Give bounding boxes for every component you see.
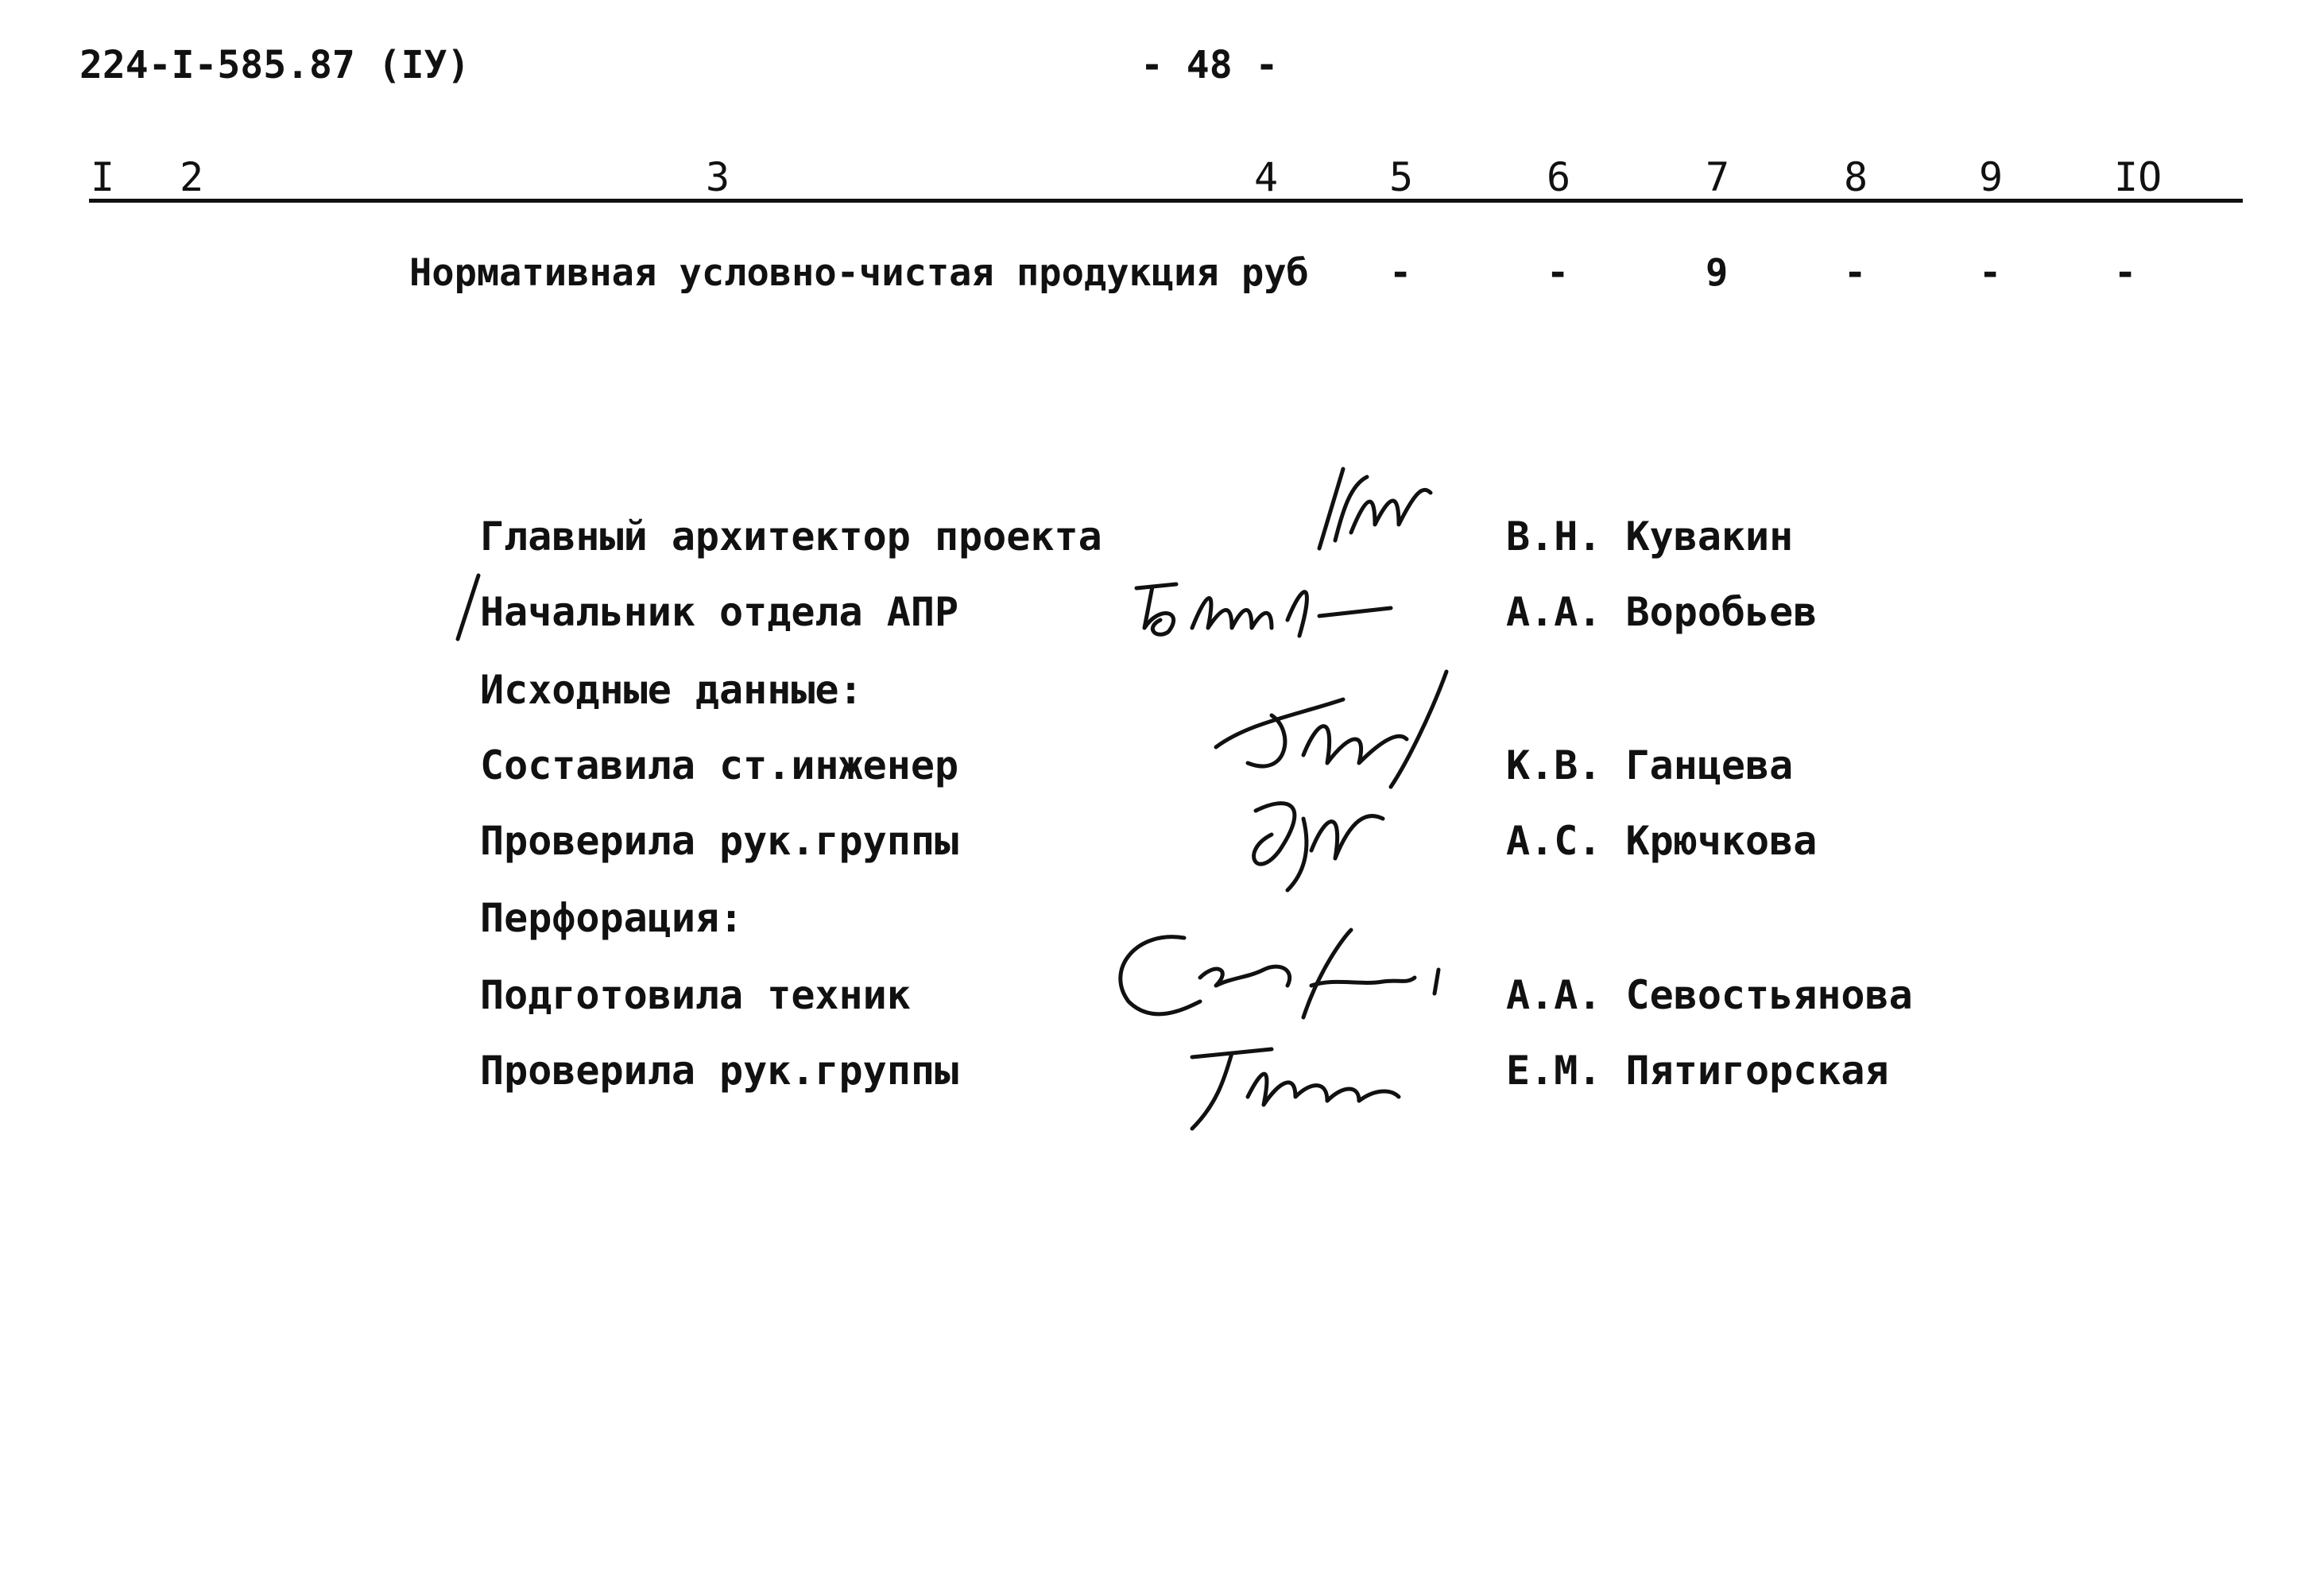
row-value-col9: - [1979,251,2002,295]
column-header: 9 [1979,154,2004,200]
row-value-col8: - [1844,251,1867,295]
handwritten-signature [1224,787,1399,898]
column-header: 5 [1389,154,1414,200]
document-code: 224-I-585.87 (IУ) [79,43,470,87]
handwritten-signature [1129,572,1431,644]
row-value-col5: - [1389,251,1412,295]
section-heading-source-data: Исходные данные: [480,667,863,713]
row-value-col7: 9 [1706,251,1729,295]
column-header: 4 [1254,154,1279,200]
handwritten-signature [1287,461,1446,564]
signatory-name: А.С. Крючкова [1506,818,1818,864]
column-header-underline [89,199,2243,203]
signatory-role: Проверила рук.группы [480,1048,959,1094]
handwritten-signature [1200,668,1462,795]
signatory-role: Подготовила техник [480,972,911,1018]
row-value-col6: - [1547,251,1570,295]
signatory-role: Проверила рук.группы [480,818,959,864]
signatory-name: В.Н. Кувакин [1506,513,1794,560]
signatory-role: Составила ст.инженер [480,742,959,788]
row-label: Нормативная условно-чистая продукция руб [409,251,1309,295]
handwritten-slash-mark [453,572,485,644]
handwritten-signature [1176,1033,1431,1137]
signatory-role: Главный архитектор проекта [480,513,1102,560]
handwritten-signature [1097,922,1462,1041]
section-heading-perforation: Перфорация: [480,895,744,941]
signatory-name: К.В. Ганцева [1506,742,1794,788]
column-header: 8 [1844,154,1868,200]
column-header: 3 [706,154,730,200]
column-header: IO [2114,154,2163,200]
column-header: 7 [1706,154,1730,200]
signatory-name: А.А. Севостьянова [1506,972,1913,1018]
signatory-name: Е.М. Пятигорская [1506,1048,1889,1094]
column-header: 2 [180,154,204,200]
row-value-col10: - [2114,251,2137,295]
signatory-role: Начальник отдела АПР [480,589,959,635]
column-header: 6 [1547,154,1571,200]
page-number: - 48 - [1140,43,1279,87]
signatory-name: А.А. Воробьев [1506,589,1818,635]
column-header: I [91,154,115,200]
